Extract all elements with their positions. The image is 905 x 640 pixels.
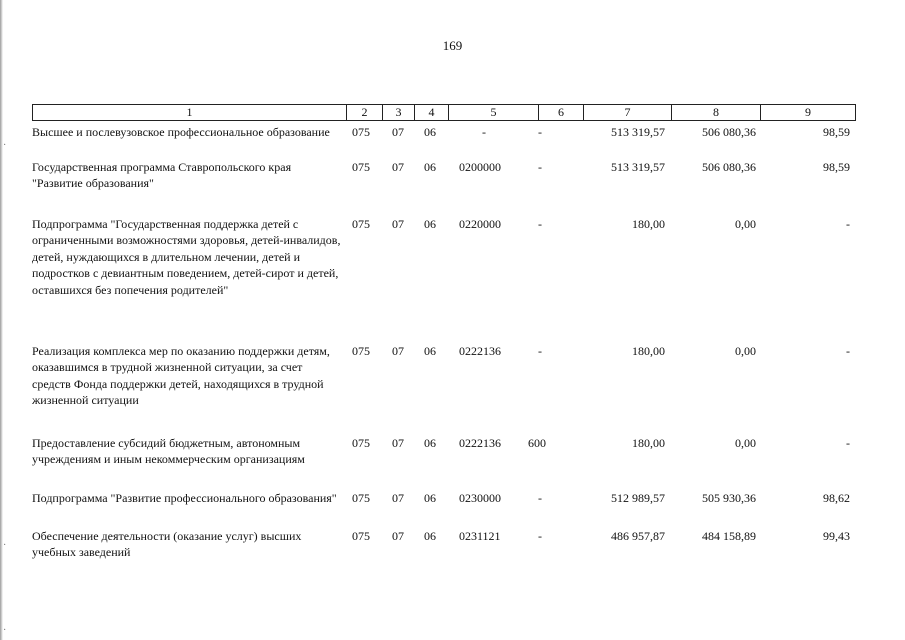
row-c2: 075 <box>352 344 370 358</box>
header-col-8: 8 <box>672 105 761 120</box>
header-col-9: 9 <box>805 105 811 119</box>
table-body <box>32 124 856 568</box>
header-col-3: 3 <box>383 105 415 120</box>
row-c3: 07 <box>392 491 404 505</box>
row-c6: - <box>538 344 542 358</box>
row-c4: 06 <box>424 217 436 231</box>
table-row <box>32 124 856 159</box>
row-c2: 075 <box>352 529 370 543</box>
table-row <box>32 159 856 216</box>
row-c5: 0231121 <box>459 529 501 543</box>
scan-mark: · <box>3 625 7 636</box>
row-name: Высшее и послевузовское профессиональное образование <box>32 125 330 139</box>
row-c7: 180,00 <box>632 344 665 358</box>
table-row <box>32 435 856 490</box>
scan-mark: · <box>3 140 7 151</box>
row-c9: 98,59 <box>823 125 850 139</box>
row-c8: 484 158,89 <box>702 529 756 543</box>
row-c9: 99,43 <box>823 529 850 543</box>
scan-mark: · <box>3 540 7 551</box>
row-c7: 513 319,57 <box>611 160 665 174</box>
row-c3: 07 <box>392 344 404 358</box>
row-c6: - <box>538 529 542 543</box>
row-c4: 06 <box>424 529 436 543</box>
row-name: Реализация комплекса мер по оказанию поддержки детям, оказавшимся в трудной жизненной ситуации, за счет средств Фонда поддержки детей, находящихся в трудной жизненной ситуации <box>32 344 330 408</box>
row-c3: 07 <box>392 160 404 174</box>
table-row <box>32 528 856 568</box>
row-c2: 075 <box>352 436 370 450</box>
row-c5: 0200000 <box>459 160 501 174</box>
table-row <box>32 490 856 528</box>
row-c2: 075 <box>352 160 370 174</box>
row-c6: 600 <box>528 436 546 450</box>
header-col-4: 4 <box>415 105 449 120</box>
row-c8: 0,00 <box>735 217 756 231</box>
row-c6: - <box>538 160 542 174</box>
row-c7: 180,00 <box>632 436 665 450</box>
row-c9: 98,62 <box>823 491 850 505</box>
row-name: Подпрограмма "Развитие профессионального образования" <box>32 491 337 505</box>
row-c3: 07 <box>392 529 404 543</box>
row-c4: 06 <box>424 436 436 450</box>
header-col-6: 6 <box>539 105 584 120</box>
row-c5: - <box>482 125 486 139</box>
row-c4: 06 <box>424 491 436 505</box>
table-header <box>32 104 856 121</box>
page-number: 169 <box>442 38 463 53</box>
row-c9: - <box>846 217 850 231</box>
row-c5: 0220000 <box>459 217 501 231</box>
row-c6: - <box>538 491 542 505</box>
header-col-2: 2 <box>347 105 383 120</box>
row-c4: 06 <box>424 160 436 174</box>
row-c8: 506 080,36 <box>702 160 756 174</box>
row-c8: 0,00 <box>735 344 756 358</box>
row-c6: - <box>538 217 542 231</box>
table-row <box>32 343 856 435</box>
row-c3: 07 <box>392 217 404 231</box>
row-c2: 075 <box>352 125 370 139</box>
row-name: Подпрограмма "Государственная поддержка детей с ограниченными возможностями здоровья, детей-инвалидов, детей, нуждающихся в длительном лечении, детей и подростков с девиантным поведением, детей-сирот и детей, оставшихся без попечения родителей" <box>32 217 341 297</box>
row-c9: - <box>846 436 850 450</box>
row-c2: 075 <box>352 491 370 505</box>
header-col-5: 5 <box>449 105 539 120</box>
row-c2: 075 <box>352 217 370 231</box>
row-c7: 486 957,87 <box>611 529 665 543</box>
row-c8: 0,00 <box>735 436 756 450</box>
row-c9: 98,59 <box>823 160 850 174</box>
row-c8: 506 080,36 <box>702 125 756 139</box>
row-c3: 07 <box>392 125 404 139</box>
header-col-7: 7 <box>584 105 672 120</box>
row-c5: 0222136 <box>459 344 501 358</box>
row-c7: 512 989,57 <box>611 491 665 505</box>
row-c7: 513 319,57 <box>611 125 665 139</box>
row-name: Обеспечение деятельности (оказание услуг) высших учебных заведений <box>32 529 302 560</box>
row-c5: 0222136 <box>459 436 501 450</box>
table-row <box>32 216 856 343</box>
row-c4: 06 <box>424 344 436 358</box>
row-c3: 07 <box>392 436 404 450</box>
row-c6: - <box>538 125 542 139</box>
row-c7: 180,00 <box>632 217 665 231</box>
row-name: Государственная программа Ставропольского края "Развитие образования" <box>32 160 292 191</box>
row-c9: - <box>846 344 850 358</box>
row-c8: 505 930,36 <box>702 491 756 505</box>
row-c4: 06 <box>424 125 436 139</box>
header-col-1: 1 <box>33 105 347 120</box>
row-name: Предоставление субсидий бюджетным, автономным учреждениям и иным некоммерческим организациям <box>32 436 305 467</box>
row-c5: 0230000 <box>459 491 501 505</box>
